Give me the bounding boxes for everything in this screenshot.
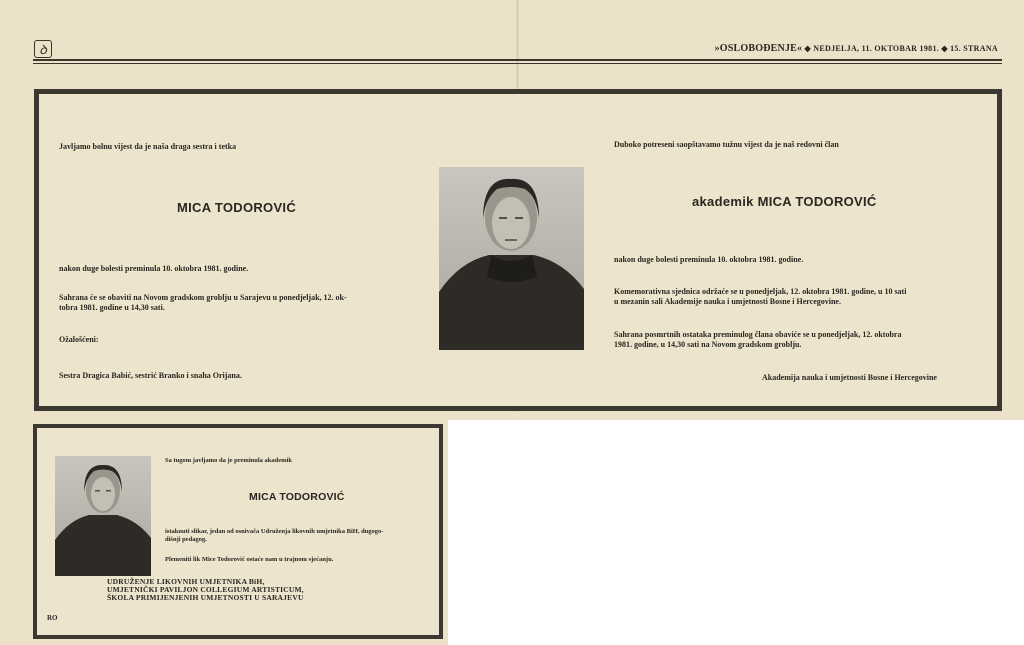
academy-notice <box>614 94 984 406</box>
org-line-2: UMJETNIČKI PAVILJON COLLEGIUM ARTISTICUM, <box>107 585 304 594</box>
masthead <box>715 43 998 54</box>
ad-code: RO <box>47 614 58 622</box>
paper-name: »OSLOBOĐENJE« <box>714 43 803 54</box>
burial-line-2: 1981. godine, u 14,30 sati na Novom gradskom groblju. <box>614 340 802 349</box>
association-text <box>165 428 435 635</box>
family-deceased-name: MICA TODOROVIĆ <box>177 200 297 215</box>
family-funeral-line-2: tobra 1981. godine u 14,30 sati. <box>59 303 165 312</box>
obituary-main <box>34 89 1002 411</box>
commemoration-line-2: u mezanin sali Akademije nauka i umjetnosti Bosne i Hercegovine. <box>614 297 841 306</box>
mourners-label: Ožalošćeni: <box>59 335 99 344</box>
academy-death-line: nakon duge bolesti preminula 10. oktobra 1981. godine. <box>614 255 804 264</box>
association-intro: Sa tugom javljamo da je preminula akademik <box>165 457 292 464</box>
association-desc-2: dišnji pedagog. <box>165 536 207 543</box>
academy-signature: Akademija nauka i umjetnosti Bosne i Hercegovine <box>762 373 937 382</box>
family-funeral-line-1: Sahrana će se obaviti na Novom gradskom groblju u Sarajevu u ponedjeljak, 12. ok- <box>59 293 347 302</box>
family-intro: Javljamo bolnu vijest da je naša draga sestra i tetka <box>59 142 237 151</box>
header-rule-thin <box>33 63 1002 64</box>
org-line-3: ŠKOLA PRIMIJENJENIH UMJETNOSTI U SARAJEVU <box>107 593 304 602</box>
association-deceased-name: MICA TODOROVIĆ <box>249 491 345 503</box>
family-death-line: nakon duge bolesti preminula 10. oktobra 1981. godine. <box>59 264 249 273</box>
academy-intro: Duboko potreseni saopštavamo tužnu vijest da je naš redovni član <box>614 140 839 149</box>
obituary-association <box>33 424 443 639</box>
portrait-photo-large <box>439 167 584 350</box>
association-desc-1: istaknuti slikar, jedan od osnivača Udruženja likovnih umjetnika BiH, dugogo- <box>165 528 384 535</box>
newspaper-logo-icon: ꝺ <box>34 40 52 58</box>
family-notice <box>59 94 439 406</box>
org-line-1: UDRUŽENJE LIKOVNIH UMJETNIKA BiH, <box>107 577 265 586</box>
header-rule <box>33 59 1002 61</box>
burial-line-1: Sahrana posmrtnih ostataka preminulog člana obaviće se u ponedjeljak, 12. oktobra <box>614 330 902 339</box>
academy-deceased-name: akademik MICA TODOROVIĆ <box>692 194 877 209</box>
mourners-list: Sestra Dragica Babić, sestrić Branko i snaha Orijana. <box>59 371 242 380</box>
association-memory: Plemeniti lik Mice Todorović ostaće nam u trajnom sjećanju. <box>165 556 334 563</box>
portrait-photo-small <box>55 456 151 576</box>
date-line: ◆ NEDJELJA, 11. OKTOBAR 1981. ◆ 15. STRANA <box>804 44 998 53</box>
commemoration-line-1: Komemorativna sjednica održaće se u ponedjeljak, 12. oktobra 1981. godine, u 10 sati <box>614 287 907 296</box>
